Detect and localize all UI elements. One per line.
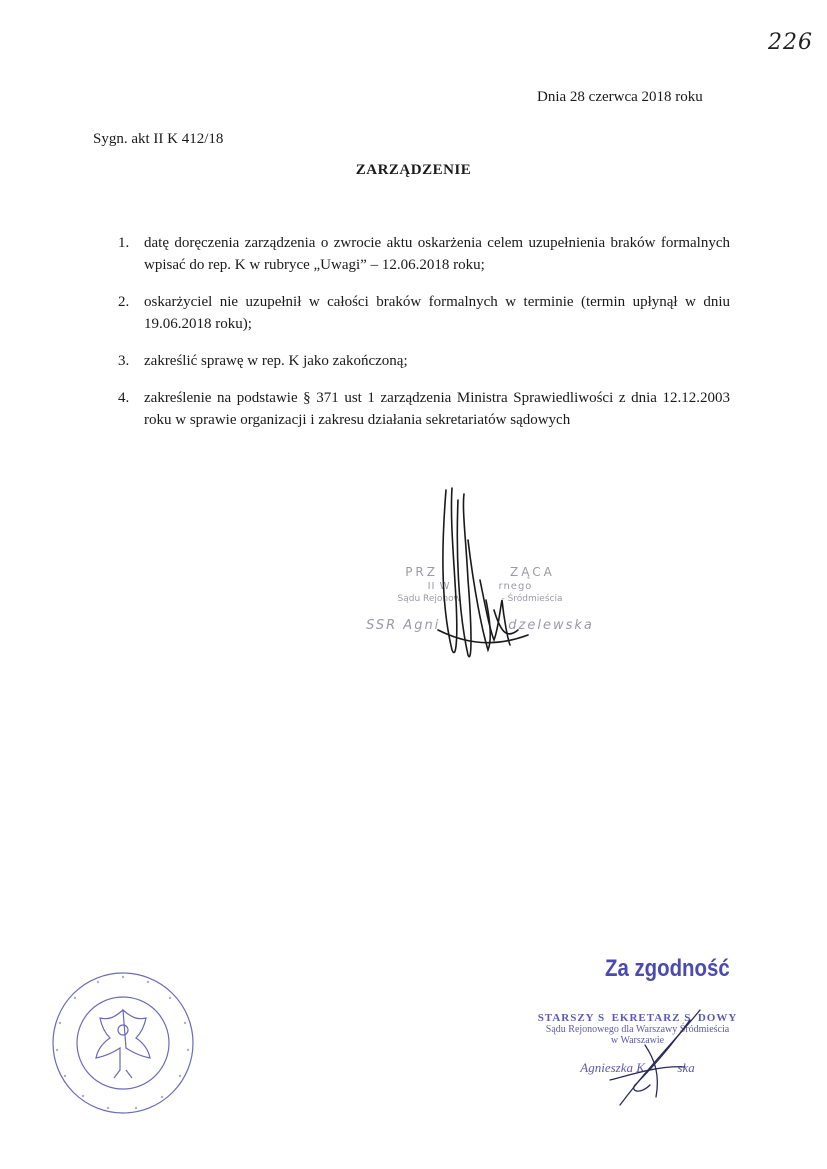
secretary-stamp-line: Sądu Rejonowego dla Warszawy Śródmieścia (545, 1024, 730, 1035)
document-title: ZARZĄDZENIE (355, 162, 472, 178)
judge-signature (428, 480, 538, 670)
item-text: zakreślić sprawę w rep. K jako zakończoną; (144, 353, 408, 369)
secretary-signature (590, 1005, 710, 1115)
item-number: 2. (118, 294, 130, 310)
judge-stamp-line: PRZ ZĄCA (405, 565, 555, 579)
list-item (118, 232, 730, 276)
item-text: datę doręczenia zarządzenia o zwrocie aktu oskarżenia celem uzupełnienia braków formalnych wpisać do rep. K w rubryce „Uwagi” – 12.06.2018 roku; (144, 235, 730, 273)
item-text: zakreślenie na podstawie § 371 ust 1 zarządzenia Ministra Sprawiedliwości z dnia 12.12.2003 roku w sprawie organizacji i zakresu działania sekretariatów sądowych (144, 390, 730, 428)
conformity-label: Za zgodność (605, 955, 730, 982)
secretary-stamp-line: STARSZY S EKRETARZ S DOWY (537, 1012, 738, 1024)
item-number: 1. (118, 235, 130, 251)
case-signature: Sygn. akt II K 412/18 (93, 131, 224, 147)
judge-stamp-line: II W rnego (427, 581, 533, 592)
item-number: 4. (118, 390, 130, 406)
item-number: 3. (118, 353, 130, 369)
judge-stamp-name: SSR Agni dzelewska (366, 618, 594, 633)
item-text: oskarżyciel nie uzupełnił w całości braków formalnych w terminie (termin upłynął w dniu 19.06.2018 roku); (144, 294, 730, 332)
secretary-stamp-line: w Warszawie (610, 1035, 665, 1046)
secretary-stamp-name: Agnieszka K ska (580, 1060, 695, 1075)
court-seal (48, 968, 198, 1118)
order-items (118, 232, 730, 446)
list-item (118, 291, 730, 335)
judge-stamp-line: Sądu Rejonow - Śródmieścia (397, 594, 563, 604)
date-line: Dnia 28 czerwca 2018 roku (537, 89, 703, 105)
list-item (118, 350, 730, 372)
list-item (118, 387, 730, 431)
handwritten-page-number: 226 (768, 30, 813, 55)
